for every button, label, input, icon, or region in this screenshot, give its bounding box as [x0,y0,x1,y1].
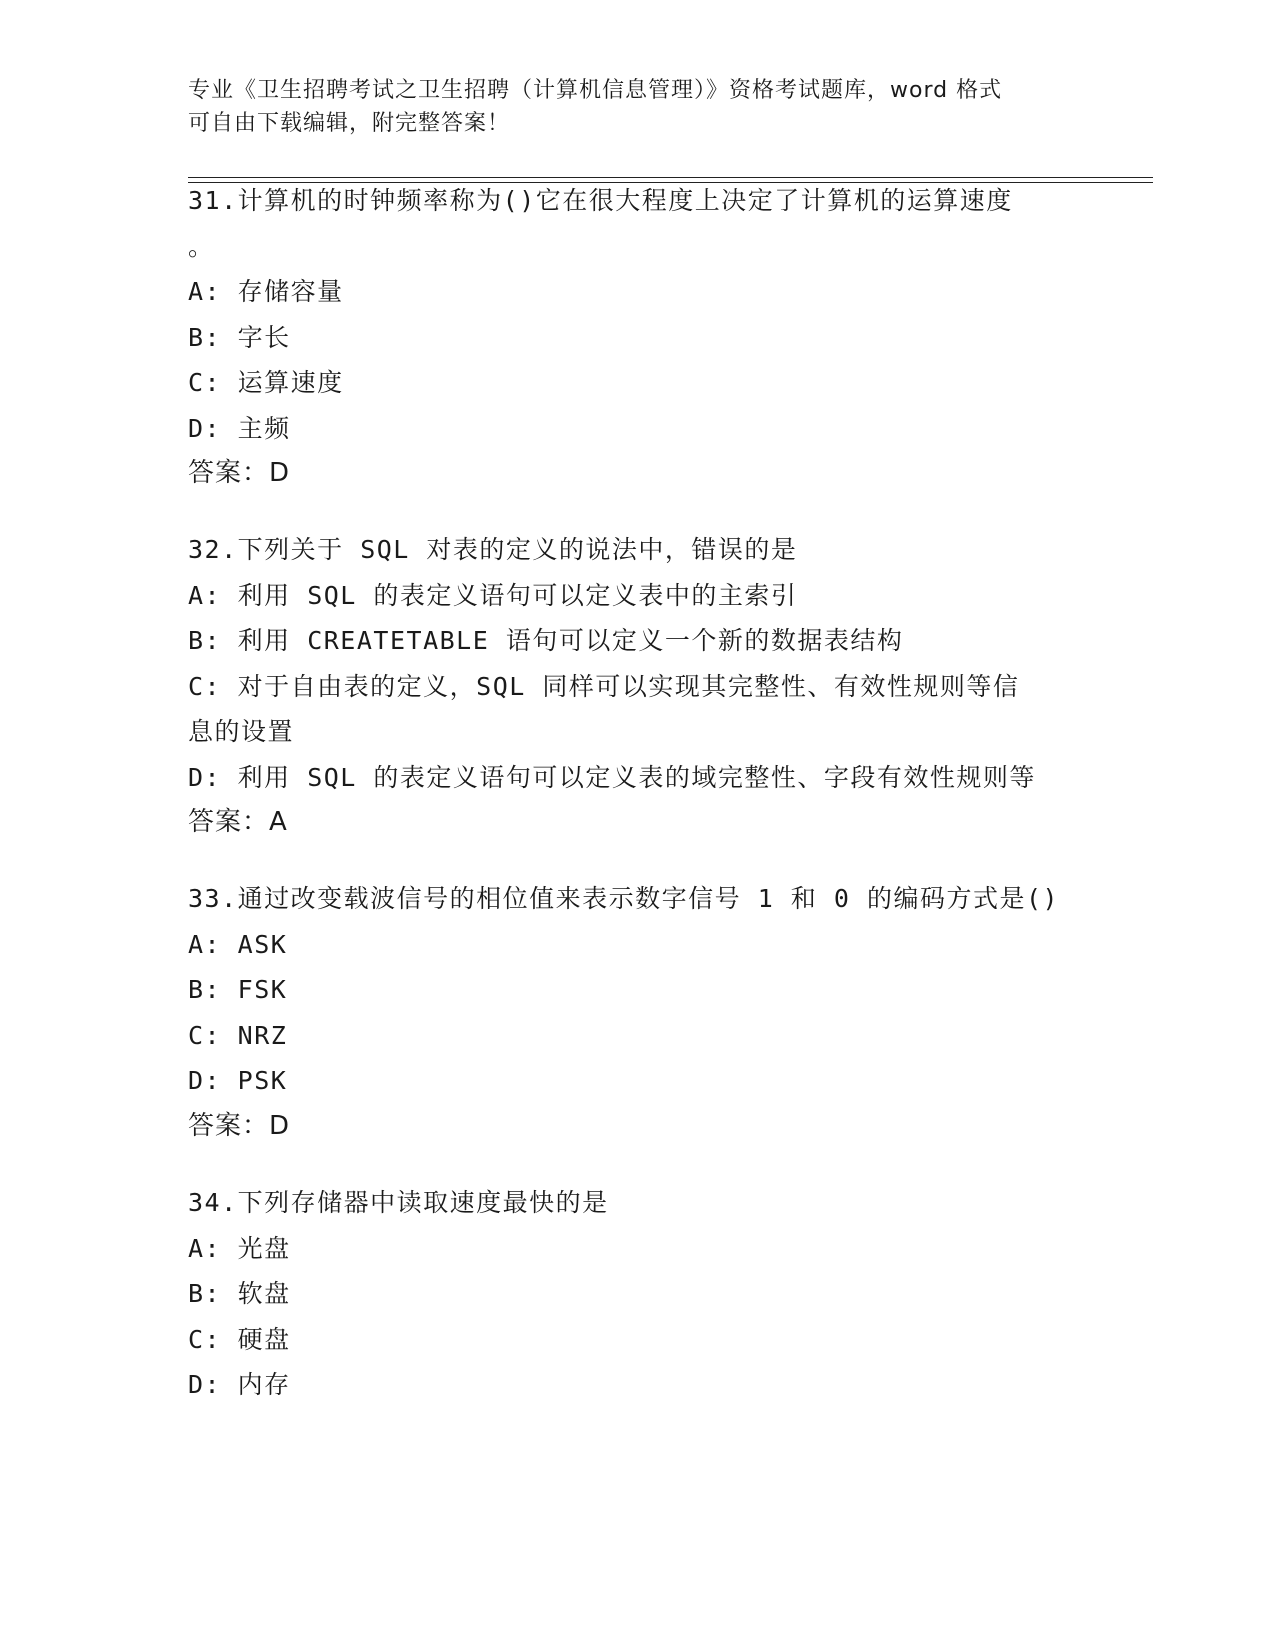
answer-label: 答案： [188,807,270,837]
option-c: C: 硬盘 [188,1324,291,1354]
option-b: B: 利用 CREATETABLE 语句可以定义一个新的数据表结构 [188,626,904,655]
question-stem: 33.通过改变载波信号的相位值来表示数字信号 1 和 0 的编码方式是() [188,884,1060,913]
answer-value: D [269,458,291,488]
answer-line [188,451,1088,497]
option-b: B: FSK [188,975,288,1004]
header-line-1: 专业《卫生招聘考试之卫生招聘（计算机信息管理）》资格考试题库，word 格式 [188,78,1003,103]
option-c: C: 对于自由表的定义，SQL 同样可以实现其完整性、有效性规则等信 [188,671,1020,701]
question-32 [188,527,1088,846]
question-31 [188,178,1088,497]
answer-label: 答案： [188,458,270,488]
answer-label: 答案： [188,1110,270,1141]
option-a: A: 利用 SQL 的表定义语句可以定义表中的主索引 [188,580,798,610]
question-34 [188,1180,1088,1408]
option-a: A: ASK [188,929,288,959]
header-line-2: 可自由下载编辑，附完整答案！ [188,111,511,136]
option-a: A: 存储容量 [188,277,344,306]
option-d: D: 内存 [188,1370,291,1399]
document-header [188,74,1078,140]
question-stem: 34.下列存储器中读取速度最快的是 [188,1188,609,1217]
option-d: D: 主频 [188,413,291,443]
option-c: C: 运算速度 [188,368,344,397]
option-a: A: 光盘 [188,1233,291,1263]
option-d: D: 利用 SQL 的表定义语句可以定义表的域完整性、字段有效性规则等 [188,762,1036,792]
question-stem-continued: 。 [188,231,215,261]
option-c: C: NRZ [188,1020,288,1050]
option-b: B: 软盘 [188,1279,291,1308]
answer-line [188,800,1088,846]
question-33 [188,876,1088,1149]
question-stem: 31.计算机的时钟频率称为()它在很大程度上决定了计算机的运算速度 [188,186,1013,215]
option-d: D: PSK [188,1066,288,1095]
question-stem: 32.下列关于 SQL 对表的定义的说法中，错误的是 [188,535,798,564]
option-b: B: 字长 [188,322,291,352]
answer-line [188,1104,1088,1150]
answer-value: D [269,1110,291,1141]
answer-value: A [269,807,288,837]
option-c-continued: 息的设置 [188,717,295,746]
